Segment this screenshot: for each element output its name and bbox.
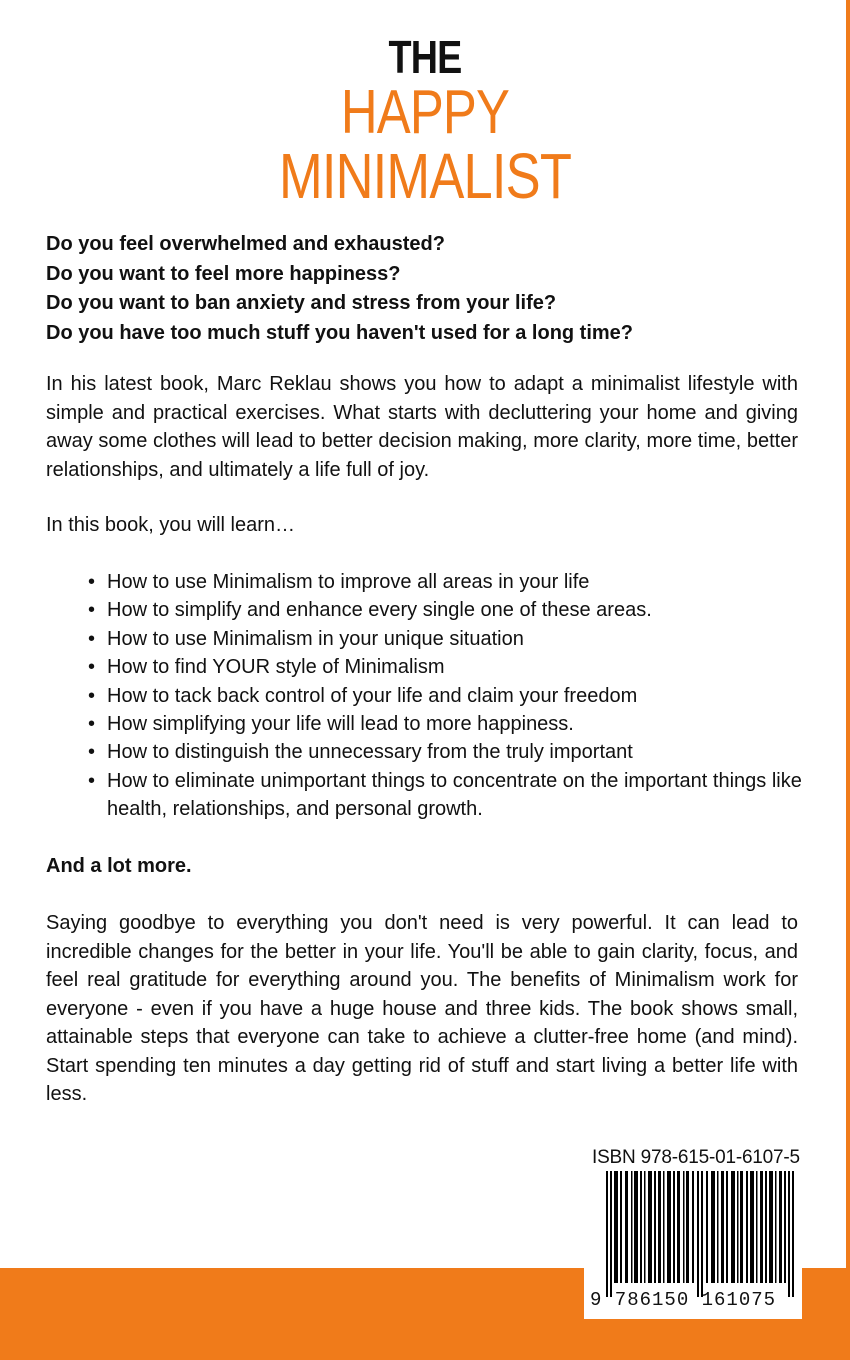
question: Do you feel overwhelmed and exhausted?	[46, 233, 445, 255]
list-item	[88, 596, 808, 624]
list-item	[88, 625, 808, 653]
list-item-text: How to find YOUR style of Minimalism	[107, 656, 445, 679]
learning-list	[88, 568, 808, 824]
book-title	[0, 31, 850, 212]
list-item-text: How simplifying your life will lead to more happiness.	[107, 713, 574, 736]
question: Do you want to feel more happiness?	[46, 262, 401, 285]
barcode-digits: 9 786150 161075	[590, 1289, 777, 1311]
list-item	[88, 568, 808, 596]
learn-heading: In this book, you will learn…	[46, 514, 296, 536]
list-item-text: How to distinguish the unnecessary from the truly important	[107, 741, 633, 764]
bullet-icon: •	[88, 656, 96, 679]
list-item	[88, 682, 808, 710]
barcode-panel	[584, 1143, 802, 1319]
list-item-text: How to simplify and enhance every single one of these areas.	[107, 599, 652, 622]
intro-paragraph: In his latest book, Marc Reklau shows you how to adapt a minimalist lifestyle with simple and practical exercises. What starts with decluttering your home and giving away some clothes will lead to better decision making, more clarity, more time, better relationships, and ultimately a life full of joy.	[46, 373, 798, 481]
list-item-text: How to use Minimalism to improve all areas in your life	[107, 571, 590, 593]
title-line-the: THE	[388, 31, 462, 83]
list-item-text: How to eliminate unimportant things to concentrate on the important things like health, relationships, and personal growth.	[107, 769, 802, 821]
bullet-icon: •	[88, 769, 96, 792]
bullet-icon: •	[88, 741, 96, 764]
bullet-icon: •	[88, 571, 96, 593]
title-line-minimalist: MINIMALIST	[278, 140, 572, 212]
list-item	[88, 653, 808, 681]
bullet-icon: •	[88, 627, 96, 650]
bullet-icon: •	[88, 599, 96, 622]
and-more-text: And a lot more.	[46, 855, 192, 877]
list-item	[88, 738, 808, 766]
list-item	[88, 710, 808, 738]
title-line-happy: HAPPY	[340, 78, 510, 147]
bullet-icon: •	[88, 684, 96, 707]
list-item-text: How to use Minimalism in your unique situation	[107, 627, 524, 650]
question-list	[46, 230, 806, 348]
barcode-icon	[606, 1171, 796, 1297]
isbn-label: ISBN 978-615-01-6107-5	[592, 1147, 800, 1168]
list-item-text: How to tack back control of your life and claim your freedom	[107, 684, 638, 707]
bullet-icon: •	[88, 713, 96, 736]
question: Do you want to ban anxiety and stress from your life?	[46, 292, 557, 314]
closing-paragraph: Saying goodbye to everything you don't need is very powerful. It can lead to incredible changes for the better in your life. You'll be able to gain clarity, focus, and feel real gratitude for everything around you. The benefits of Minimalism work for everyone - even if you have a huge house and three kids. The book shows small, attainable steps that everyone can take to achieve a clutter-free home (and mind). Start spending ten minutes a day getting rid of stuff and start living a better life with less.	[46, 912, 798, 1105]
list-item	[88, 767, 808, 824]
question: Do you have too much stuff you haven't used for a long time?	[46, 321, 634, 344]
